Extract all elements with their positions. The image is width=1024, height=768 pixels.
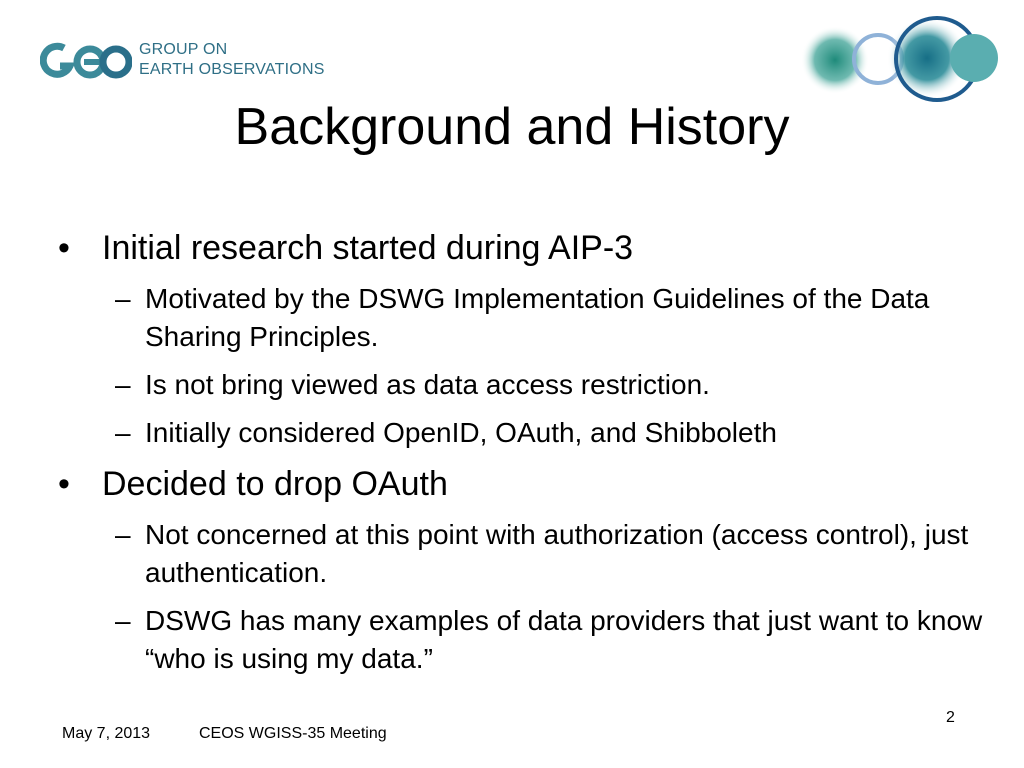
bullet-text: Initial research started during AIP-3 (102, 229, 634, 267)
sub-bullet-text: Motivated by the DSWG Implementation Guidelines of the Data Sharing Principles. (145, 283, 930, 352)
slide-body (58, 220, 998, 678)
bullet-text: Decided to drop OAuth (102, 465, 448, 503)
bullet-glyph: • (58, 229, 70, 267)
dash-glyph: – (115, 283, 131, 314)
org-name (139, 40, 325, 80)
sub-bullet-item (58, 602, 998, 678)
dash-glyph: – (115, 369, 131, 400)
footer-date: May 7, 2013 (62, 725, 151, 742)
dash-glyph: – (115, 605, 131, 636)
green-blur-circle (801, 26, 869, 94)
sub-bullet-text: Initially considered OpenID, OAuth, and Shibboleth (145, 417, 777, 448)
slide-title: Background and History (234, 98, 790, 156)
dash-glyph: – (115, 519, 131, 550)
bullet-item (58, 226, 998, 270)
page-number: 2 (946, 709, 955, 726)
sub-bullet-item (58, 280, 998, 356)
footer-meeting: CEOS WGISS-35 Meeting (199, 725, 387, 742)
org-name-line2: EARTH OBSERVATIONS (139, 61, 325, 78)
sub-bullet-item (58, 366, 998, 404)
bullet-glyph: • (58, 465, 70, 503)
sub-bullet-item (58, 516, 998, 592)
sub-bullet-item (58, 414, 998, 452)
sub-bullet-text: Not concerned at this point with authorization (access control), just authentication. (145, 519, 969, 588)
geo-logo (40, 40, 132, 84)
dash-glyph: – (115, 417, 131, 448)
decorative-circles (775, 10, 1005, 110)
sub-bullet-text: DSWG has many examples of data providers that just want to know “who is using my data.” (145, 605, 983, 674)
sub-bullet-text: Is not bring viewed as data access restriction. (145, 369, 710, 400)
bullet-item (58, 462, 998, 506)
org-name-line1: GROUP ON (139, 41, 228, 58)
solid-teal-circle (950, 34, 998, 82)
